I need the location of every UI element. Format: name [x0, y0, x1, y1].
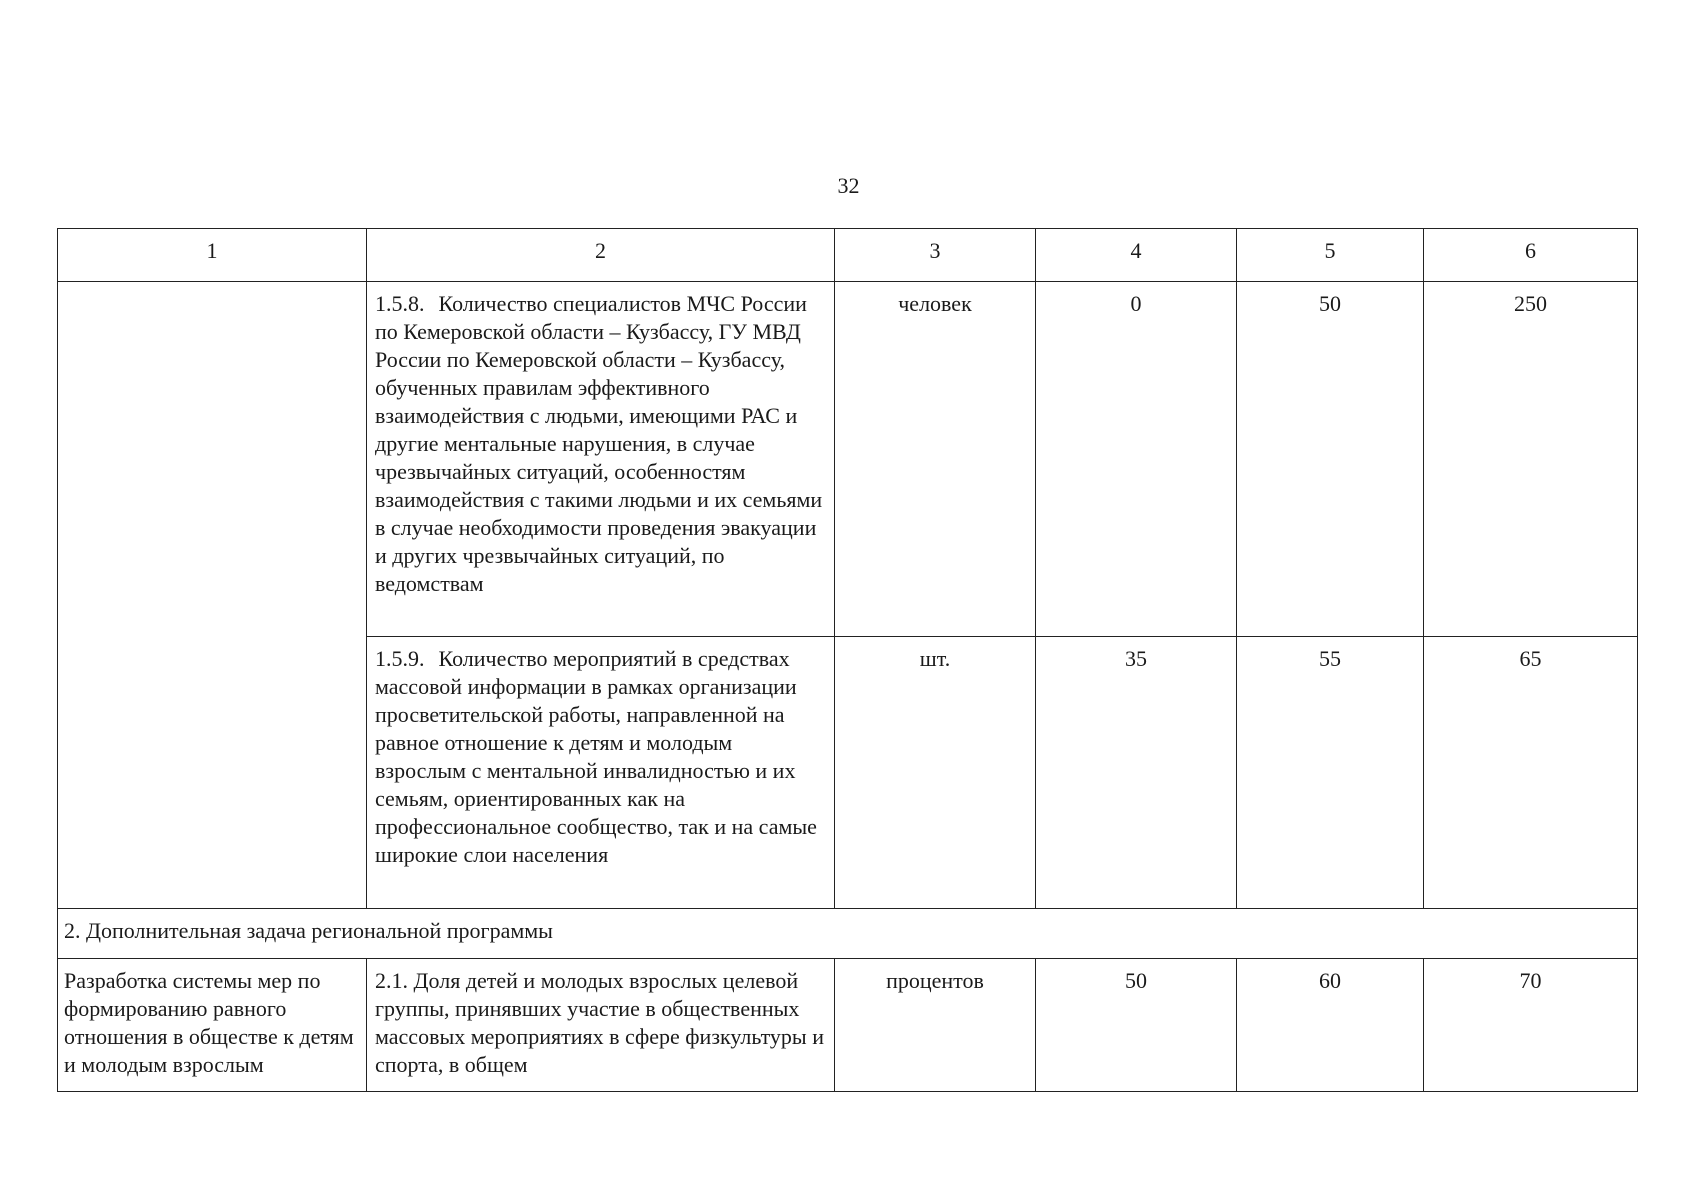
header-cell-4: 4: [1036, 229, 1237, 282]
header-cell-2: 2: [367, 229, 835, 282]
header-cell-1: 1: [58, 229, 367, 282]
section-heading-row: [58, 909, 1638, 959]
table-row: [58, 282, 1638, 637]
indicator-number: 1.5.9.: [375, 646, 425, 671]
value-cell-5: 60: [1237, 959, 1424, 1092]
header-cell-3: 3: [835, 229, 1036, 282]
section-heading: 2. Дополнительная задача региональной программы: [58, 909, 1638, 959]
value-cell-6: 250: [1424, 282, 1638, 637]
indicator-number: 1.5.8.: [375, 291, 425, 316]
indicator-text: Количество специалистов МЧС России по Кемеровской области – Кузбассу, ГУ МВД России по Кемеровской области – Кузбассу, обученных правилам эффективного взаимодействия с людьми, имеющими РАС и другие ментальные нарушения, в случае чрезвычайных ситуаций, особенностям взаимодействия с такими людьми и их семьями в случае необходимости проведения эвакуации и других чрезвычайных ситуаций, по ведомствам: [375, 291, 823, 596]
value-cell-6: 70: [1424, 959, 1638, 1092]
table-header-row: [58, 229, 1638, 282]
value-cell-6: 65: [1424, 637, 1638, 909]
task-cell: Разработка системы мер по формированию равного отношения в обществе к детям и молодым взрослым: [58, 959, 367, 1092]
table-row: [58, 959, 1638, 1092]
indicator-text: Количество мероприятий в средствах массовой информации в рамках организации просветительской работы, направленной на равное отношение к детям и молодым взрослым с ментальной инвалидностью и их семьям, ориентированных как на профессиональное сообщество, так и на самые широкие слои населения: [375, 646, 817, 867]
value-cell-4: 50: [1036, 959, 1237, 1092]
value-cell-5: 50: [1237, 282, 1424, 637]
header-cell-6: 6: [1424, 229, 1638, 282]
unit-cell: шт.: [835, 637, 1036, 909]
indicator-description: [367, 282, 835, 637]
unit-cell: человек: [835, 282, 1036, 637]
indicator-description: 2.1. Доля детей и молодых взрослых целевой группы, принявших участие в общественных массовых мероприятиях в сфере физкультуры и спорта, в общем: [367, 959, 835, 1092]
indicator-description: [367, 637, 835, 909]
indicators-table: [57, 228, 1638, 1092]
unit-cell: процентов: [835, 959, 1036, 1092]
header-cell-5: 5: [1237, 229, 1424, 282]
value-cell-4: 0: [1036, 282, 1237, 637]
value-cell-4: 35: [1036, 637, 1237, 909]
task-cell-empty: [58, 282, 367, 909]
value-cell-5: 55: [1237, 637, 1424, 909]
page-number: 32: [837, 173, 860, 198]
